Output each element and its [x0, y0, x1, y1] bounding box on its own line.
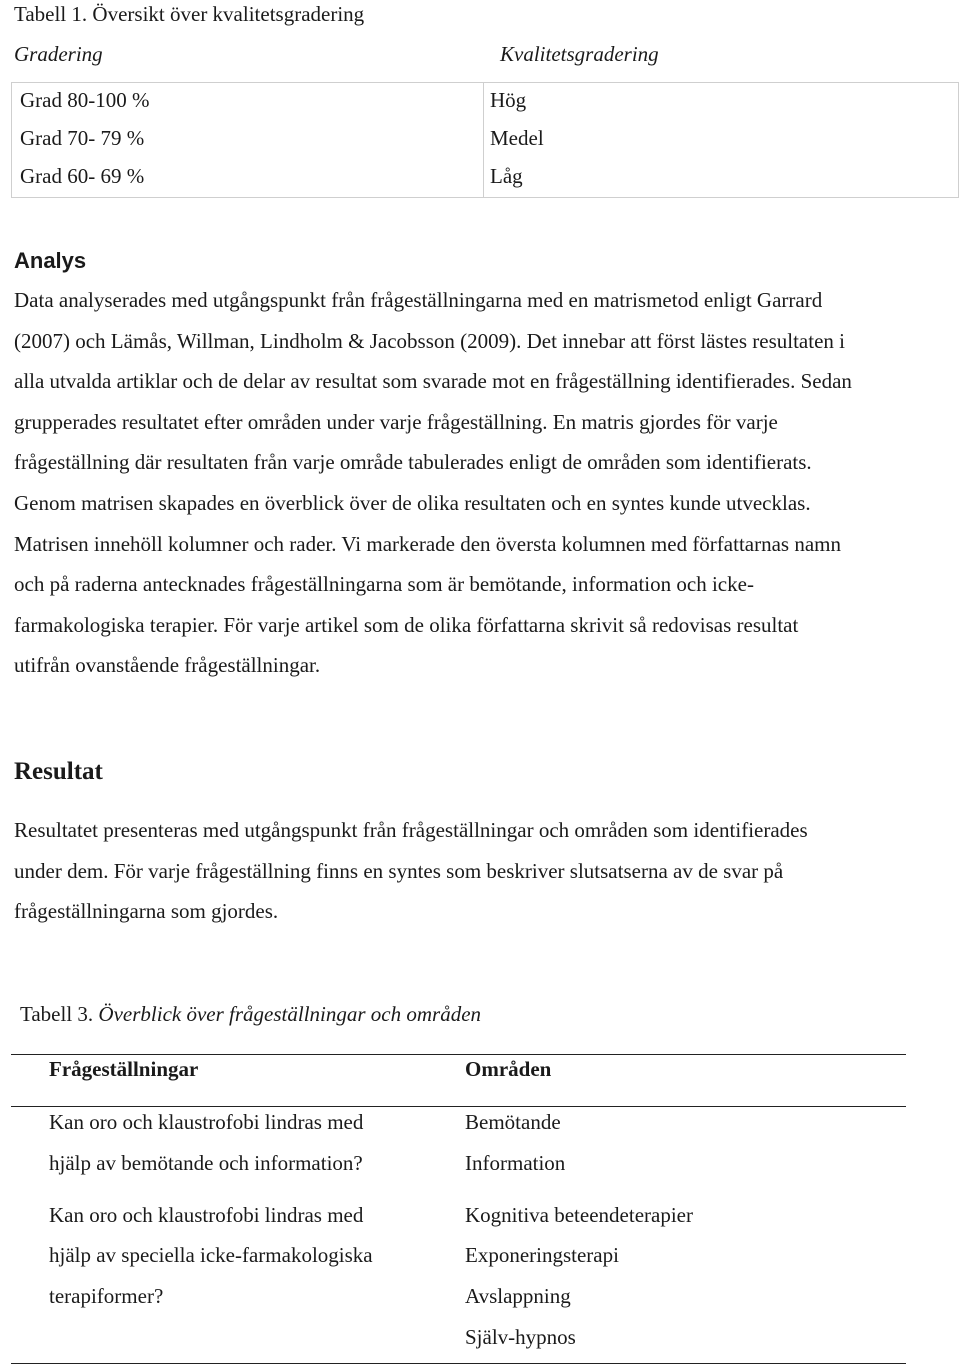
table3-question-line: Kan oro och klaustrofobi lindras med: [49, 1110, 364, 1134]
analys-line: Genom matrisen skapades en överblick över de olika resultaten och en syntes kunde utvecklas.: [14, 491, 811, 515]
analys-line: alla utvalda artiklar och de delar av resultat som svarade mot en frågeställning identifierades. Sedan: [14, 369, 852, 393]
analys-heading: Analys: [14, 248, 87, 273]
table1-caption: Tabell 1. Översikt över kvalitetsgradering: [14, 2, 365, 26]
analys-line: (2007) och Lämås, Willman, Lindholm & Jacobsson (2009). Det innebar att först lästes resultaten i: [14, 329, 845, 353]
analys-line: grupperades resultatet efter områden under varje frågeställning. En matris gjordes för varje: [14, 410, 778, 434]
resultat-line: under dem. För varje frågeställning finns en syntes som beskriver slutsatserna av de svar på: [14, 859, 784, 883]
table3-caption-title: Överblick över frågeställningar och områden: [98, 1002, 482, 1026]
table3-top-rule: [11, 1054, 906, 1055]
table1-row-quality: Medel: [490, 126, 544, 150]
table1-header-quality: Kvalitetsgradering: [500, 42, 659, 66]
analys-line: utifrån ovanstående frågeställningar.: [14, 653, 321, 677]
table3-caption-prefix: Tabell 3.: [20, 1002, 94, 1026]
table1-body: [11, 82, 959, 198]
table3-header-areas: Områden: [465, 1057, 552, 1081]
table3-question-line: hjälp av speciella icke-farmakologiska: [49, 1243, 373, 1267]
resultat-line: frågeställningarna som gjordes.: [14, 899, 279, 923]
table3-caption: [20, 1002, 481, 1027]
analys-line: Matrisen innehöll kolumner och rader. Vi markerade den översta kolumnen med författarnas namn: [14, 532, 841, 556]
table3-header-rule: [11, 1106, 906, 1107]
table1-column-divider: [483, 82, 484, 198]
table3-question-line: terapiformer?: [49, 1284, 164, 1308]
table1-row-grade: Grad 60- 69 %: [20, 164, 145, 188]
table3-area-item: Själv-hypnos: [465, 1325, 576, 1349]
analys-line: Data analyserades med utgångspunkt från frågeställningarna med en matrismetod enligt Garrard: [14, 288, 823, 312]
table3-question-line: Kan oro och klaustrofobi lindras med: [49, 1203, 364, 1227]
table3-area-item: Exponeringsterapi: [465, 1243, 619, 1267]
table3-area-item: Kognitiva beteendeterapier: [465, 1203, 693, 1227]
analys-line: frågeställning där resultaten från varje område tabulerades enligt de områden som identifierats.: [14, 450, 812, 474]
table1-row-quality: Hög: [490, 88, 527, 112]
table3-area-item: Avslappning: [465, 1284, 571, 1308]
table3-area-item: Bemötande: [465, 1110, 561, 1134]
table1-row-grade: Grad 80-100 %: [20, 88, 150, 112]
table1-row-quality: Låg: [490, 164, 523, 188]
resultat-line: Resultatet presenteras med utgångspunkt från frågeställningar och områden som identifierades: [14, 818, 808, 842]
table3-header-questions: Frågeställningar: [49, 1057, 199, 1081]
table1-row-grade: Grad 70- 79 %: [20, 126, 145, 150]
analys-line: och på raderna antecknades frågeställningarna som är bemötande, information och icke-: [14, 572, 754, 596]
table3-bottom-rule: [11, 1363, 906, 1364]
table3-question-line: hjälp av bemötande och information?: [49, 1151, 363, 1175]
resultat-heading: Resultat: [14, 758, 103, 785]
table1-header-grading: Gradering: [14, 42, 103, 66]
analys-line: farmakologiska terapier. För varje artikel som de olika författarna skrivit så redovisas resultat: [14, 613, 799, 637]
table3-area-item: Information: [465, 1151, 566, 1175]
